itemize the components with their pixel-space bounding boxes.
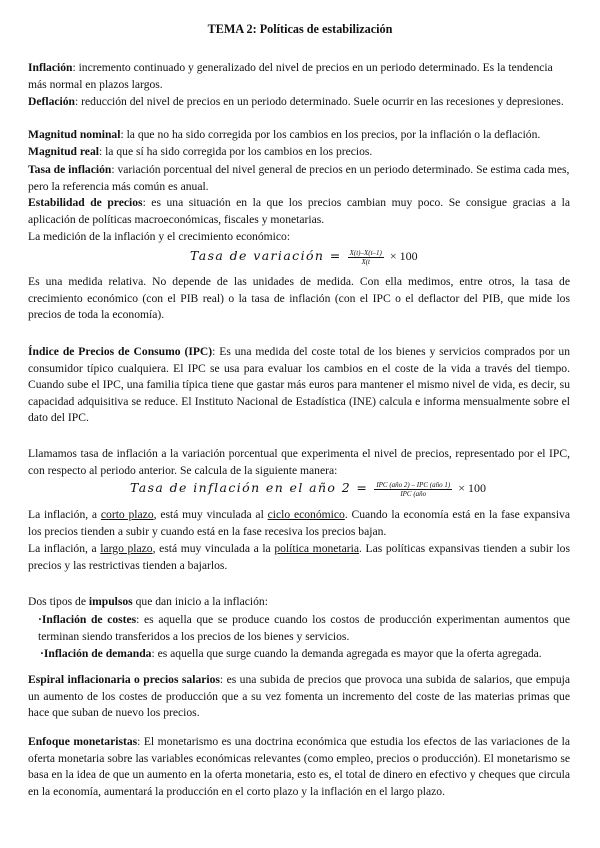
term: ·Inflación de costes [38, 613, 137, 626]
formula-denominator: IPC (año [400, 489, 427, 498]
term: Estabilidad de precios [28, 196, 143, 209]
definition: : El monetarismo es una doctrina económica que estudia los efectos de las variaciones de la oferta monetaria sobre las variables económicas relevantes (como empleo, precios o producción). El monetarismo se basa en la idea de que un aumento en la oferta monetaria, esto es, el total de dinero en efectivo y cheques que circula en la economía, aumentará la producción en el corto plazo y la inflación en el largo plazo. [28, 735, 570, 798]
text: . Las políticas expansivas tienden a subir los precios y las restrictivas tienden a bajarlos. [28, 542, 570, 572]
inflacion-de-demanda [40, 646, 570, 663]
text: Dos tipos de [28, 595, 89, 608]
underlined-term: largo plazo [100, 542, 153, 555]
underlined-term: corto plazo [100, 508, 154, 521]
def-inflacion [28, 60, 570, 93]
formula-rhs: × 100 [389, 249, 418, 263]
def-ipc [28, 344, 570, 427]
definition: : es una situación en la que los precios cambian muy poco. Se consigue gracias a la aplicación de políticas macroeconómicas, fiscales y monetarias. [28, 196, 570, 226]
inflacion-corto-plazo [28, 507, 570, 540]
term: Magnitud nominal [28, 128, 121, 141]
def-estabilidad [28, 195, 570, 228]
underlined-term: política monetaria [274, 542, 360, 555]
formula-lhs: Tasa de inflación en el año 2 = [130, 480, 369, 495]
definition: : la que sí ha sido corregida por los cambios en los precios. [98, 145, 373, 158]
def-magnitud-real [28, 144, 570, 161]
definition: : reducción del nivel de precios en un periodo determinado. Suele ocurrir en las recesiones y depresiones. [75, 95, 564, 108]
term: Tasa de inflación [28, 163, 112, 176]
term: Magnitud real [28, 145, 99, 158]
formula-numerator: X(t)–X(t–1) [349, 248, 382, 257]
formula-fraction [374, 481, 452, 498]
definition: : es aquella que se produce cuando los costos de producción experimentan aumentos que terminan siendo transferidos a los precios de los bienes y servicios. [38, 613, 570, 643]
term: Enfoque monetaristas [28, 735, 138, 748]
formula-fraction [348, 249, 384, 266]
medicion-intro: La medición de la inflación y el crecimiento económico: [28, 230, 291, 243]
llamamos-tasa: Llamamos tasa de inflación a la variación porcentual que experimenta el nivel de precios, representado por el IPC, con respecto al periodo anterior. Se calcula de la siguiente manera: [28, 447, 570, 477]
enfoque-monetaristas [28, 734, 570, 800]
definition: : variación porcentual del nivel general de precios en un periodo determinado. Se estima cada mes, pero la referencia más común es anual. [28, 163, 570, 193]
espiral-inflacionaria [28, 672, 570, 722]
impulsos-intro [28, 594, 570, 611]
formula-denominator: X(t [361, 257, 371, 266]
definition: : Es una medida del coste total de los bienes y servicios comprados por un consumidor típico cualquiera. El IPC se usa para evaluar los cambios en el coste de la vida a través del tiempo. Cuando sube el IPC, una familia típica tiene que gastar más euros para mantener el mismo nivel de vida, es decir, su capacidad adquisitiva se reduce. El Instituto Nacional de Estadística (INE) calcula e informa mensualmente sobre el dato del IPC. [28, 345, 570, 425]
text: . Cuando la economía está en la fase expansiva los precios tienden a subir y cuando está en la fase recesiva los precios bajan. [28, 508, 570, 538]
term: Deflación [28, 95, 76, 108]
definition: : es una subida de precios que provoca una subida de salarios, que empuja un aumento de los costes de producción que a su vez fomenta un incremento del coste de las materias primas que hace que suban de nuevo los precios. [28, 673, 571, 720]
medida-relativa: Es una medida relativa. No depende de las unidades de medida. Con ella medimos, entre otros, la tasa de crecimiento económico (con el PIB real) o la tasa de inflación (con el IPC o el deflactor del PIB, que mide los precios de toda la economía). [28, 275, 570, 322]
term: Índice de Precios de Consumo (IPC) [28, 345, 213, 358]
formula-tasa-variacion [190, 248, 418, 266]
def-magnitud-nominal [28, 127, 570, 144]
text: que dan inicio a la inflación: [132, 595, 268, 608]
inflacion-largo-plazo [28, 541, 570, 574]
text: La inflación, a [28, 508, 101, 521]
term: Inflación [28, 61, 73, 74]
underlined-term: ciclo económico [267, 508, 345, 521]
term: Espiral inflacionaria o precios salarios [28, 673, 220, 686]
definition: : es aquella que surge cuando la demanda agregada es mayor que la oferta agregada. [151, 647, 542, 660]
formula-rhs: × 100 [458, 481, 486, 495]
page-title: TEMA 2: Políticas de estabilización [207, 22, 393, 36]
formula-numerator: IPC (año 2) – IPC (año 1) [376, 480, 451, 489]
definition: : la que no ha sido corregida por los cambios en los precios, por la inflación o la deflación. [120, 128, 541, 141]
def-tasa-inflacion [28, 162, 570, 195]
term: ·Inflación de demanda [40, 647, 152, 660]
formula-tasa-inflacion [130, 480, 486, 498]
definition: : incremento continuado y generalizado del nivel de precios en un periodo determinado. Es la tendencia más normal en plazos largos. [28, 61, 553, 91]
formula-lhs: Tasa de variación = [190, 248, 342, 263]
text: , está muy vinculada al [153, 508, 268, 521]
text: La inflación, a [28, 542, 101, 555]
inflacion-de-costes [38, 612, 570, 645]
text: , está muy vinculada a la [152, 542, 275, 555]
term: impulsos [88, 595, 133, 608]
def-deflacion [28, 94, 570, 111]
